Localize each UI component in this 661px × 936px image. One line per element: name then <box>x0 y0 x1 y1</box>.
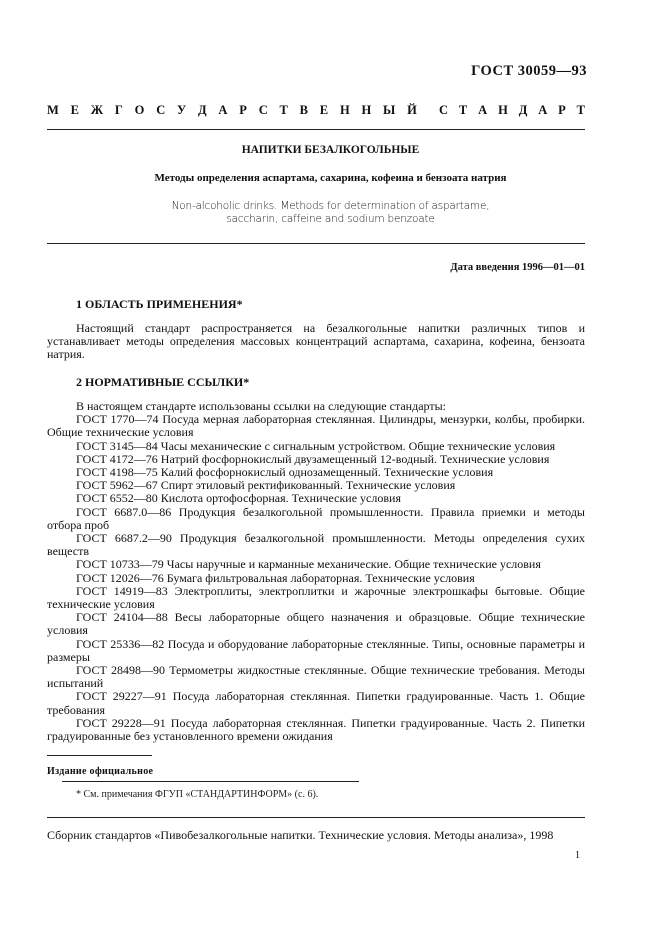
footer-divider <box>47 817 585 818</box>
english-title-line-2: saccharin, caffeine and sodium benzoate <box>226 213 435 225</box>
normative-reference-item: ГОСТ 6552—80 Кислота ортофосфорная. Технические условия <box>76 491 401 506</box>
normative-reference-item: ГОСТ 4172—76 Натрий фосфорнокислый двузамещенный 12-водный. Технические условия <box>76 451 550 466</box>
section-2-heading: 2 НОРМАТИВНЫЕ ССЫЛКИ* <box>76 375 250 389</box>
normative-reference-item: ГОСТ 10733—79 Часы наручные и карманные механические. Общие технические условия <box>76 557 541 572</box>
section-1-paragraph: Настоящий стандарт распространяется на безалкогольные напитки различных типов и устанавливает методы определения массовых концентраций аспартама, сахарина, кофеина, бензоата натрия. <box>47 321 585 362</box>
english-title-line-1: Non-alcoholic drinks. Methods for determination of aspartame, <box>171 200 490 212</box>
normative-reference-item: ГОСТ 29227—91 Посуда лабораторная стеклянная. Пипетки градуированные. Часть 1. Общие требования <box>47 689 585 717</box>
footnote-divider <box>62 781 359 782</box>
official-edition-divider <box>47 755 152 756</box>
section-2-intro: В настоящем стандарте использованы ссылки на следующие стандарты: <box>76 399 447 413</box>
section-1-body <box>47 322 585 362</box>
collection-source-line: Сборник стандартов «Пивобезалкогольные напитки. Технические условия. Методы анализа», 1998 <box>47 828 554 842</box>
normative-reference-item: ГОСТ 4198—75 Калий фосфорнокислый однозамещенный. Технические условия <box>76 465 494 480</box>
document-number: ГОСТ 30059—93 <box>471 63 587 79</box>
header-divider-bottom <box>47 243 585 244</box>
normative-reference-item: ГОСТ 3145—84 Часы механические с сигнальным устройством. Общие технические условия <box>76 438 556 453</box>
english-title <box>0 200 661 226</box>
banner-word-standard: С Т А Н Д А Р Т <box>439 103 585 117</box>
banner-word-interstate: М Е Ж Г О С У Д А Р С Т В Е Н Н Ы Й <box>47 103 417 117</box>
normative-reference-item: ГОСТ 14919—83 Электроплиты, электроплитки и жарочные электрошкафы бытовые. Общие технические условия <box>47 583 585 612</box>
document-title: НАПИТКИ БЕЗАЛКОГОЛЬНЫЕ <box>241 144 420 156</box>
normative-reference-item: ГОСТ 24104—88 Весы лабораторные общего назначения и образцовые. Общие технические условия <box>47 610 585 638</box>
normative-reference-item: ГОСТ 28498—90 Термометры жидкостные стеклянные. Общие технические требования. Методы испытаний <box>47 663 585 691</box>
header-divider-top <box>47 129 585 130</box>
normative-references-list <box>47 413 585 743</box>
normative-reference-item: ГОСТ 6687.0—86 Продукция безалкогольной промышленности. Правила приемки и методы отбора проб <box>47 504 585 532</box>
section-2-body <box>47 400 585 743</box>
footnote: * См. примечания ФГУП «СТАНДАРТИНФОРМ» (с. 6). <box>76 789 319 800</box>
normative-reference-item: ГОСТ 12026—76 Бумага фильтровальная лабораторная. Технические условия <box>76 570 475 585</box>
normative-reference-item: ГОСТ 5962—67 Спирт этиловый ректификованный. Технические условия <box>76 478 456 493</box>
normative-reference-item: ГОСТ 25336—82 Посуда и оборудование лабораторные стеклянные. Типы, основные параметры и размеры <box>47 636 585 664</box>
normative-reference-item: ГОСТ 29228—91 Посуда лабораторная стеклянная. Пипетки градуированные. Часть 2. Пипетки градуированные без установленного времени ожидания <box>47 715 585 744</box>
standard-banner <box>47 103 585 118</box>
section-1-heading: 1 ОБЛАСТЬ ПРИМЕНЕНИЯ* <box>76 297 243 311</box>
normative-reference-item: ГОСТ 6687.2—90 Продукция безалкогольной промышленности. Методы определения сухих веществ <box>47 531 585 559</box>
introduction-date: Дата введения 1996—01—01 <box>450 262 585 273</box>
official-edition-label: Издание официальное <box>47 766 154 777</box>
normative-reference-item: ГОСТ 1770—74 Посуда мерная лабораторная стеклянная. Цилиндры, мензурки, колбы, пробирки. Общие технические условия <box>47 412 585 440</box>
page-number: 1 <box>575 850 580 861</box>
document-subtitle: Методы определения аспартама, сахарина, кофеина и бензоата натрия <box>154 172 507 184</box>
